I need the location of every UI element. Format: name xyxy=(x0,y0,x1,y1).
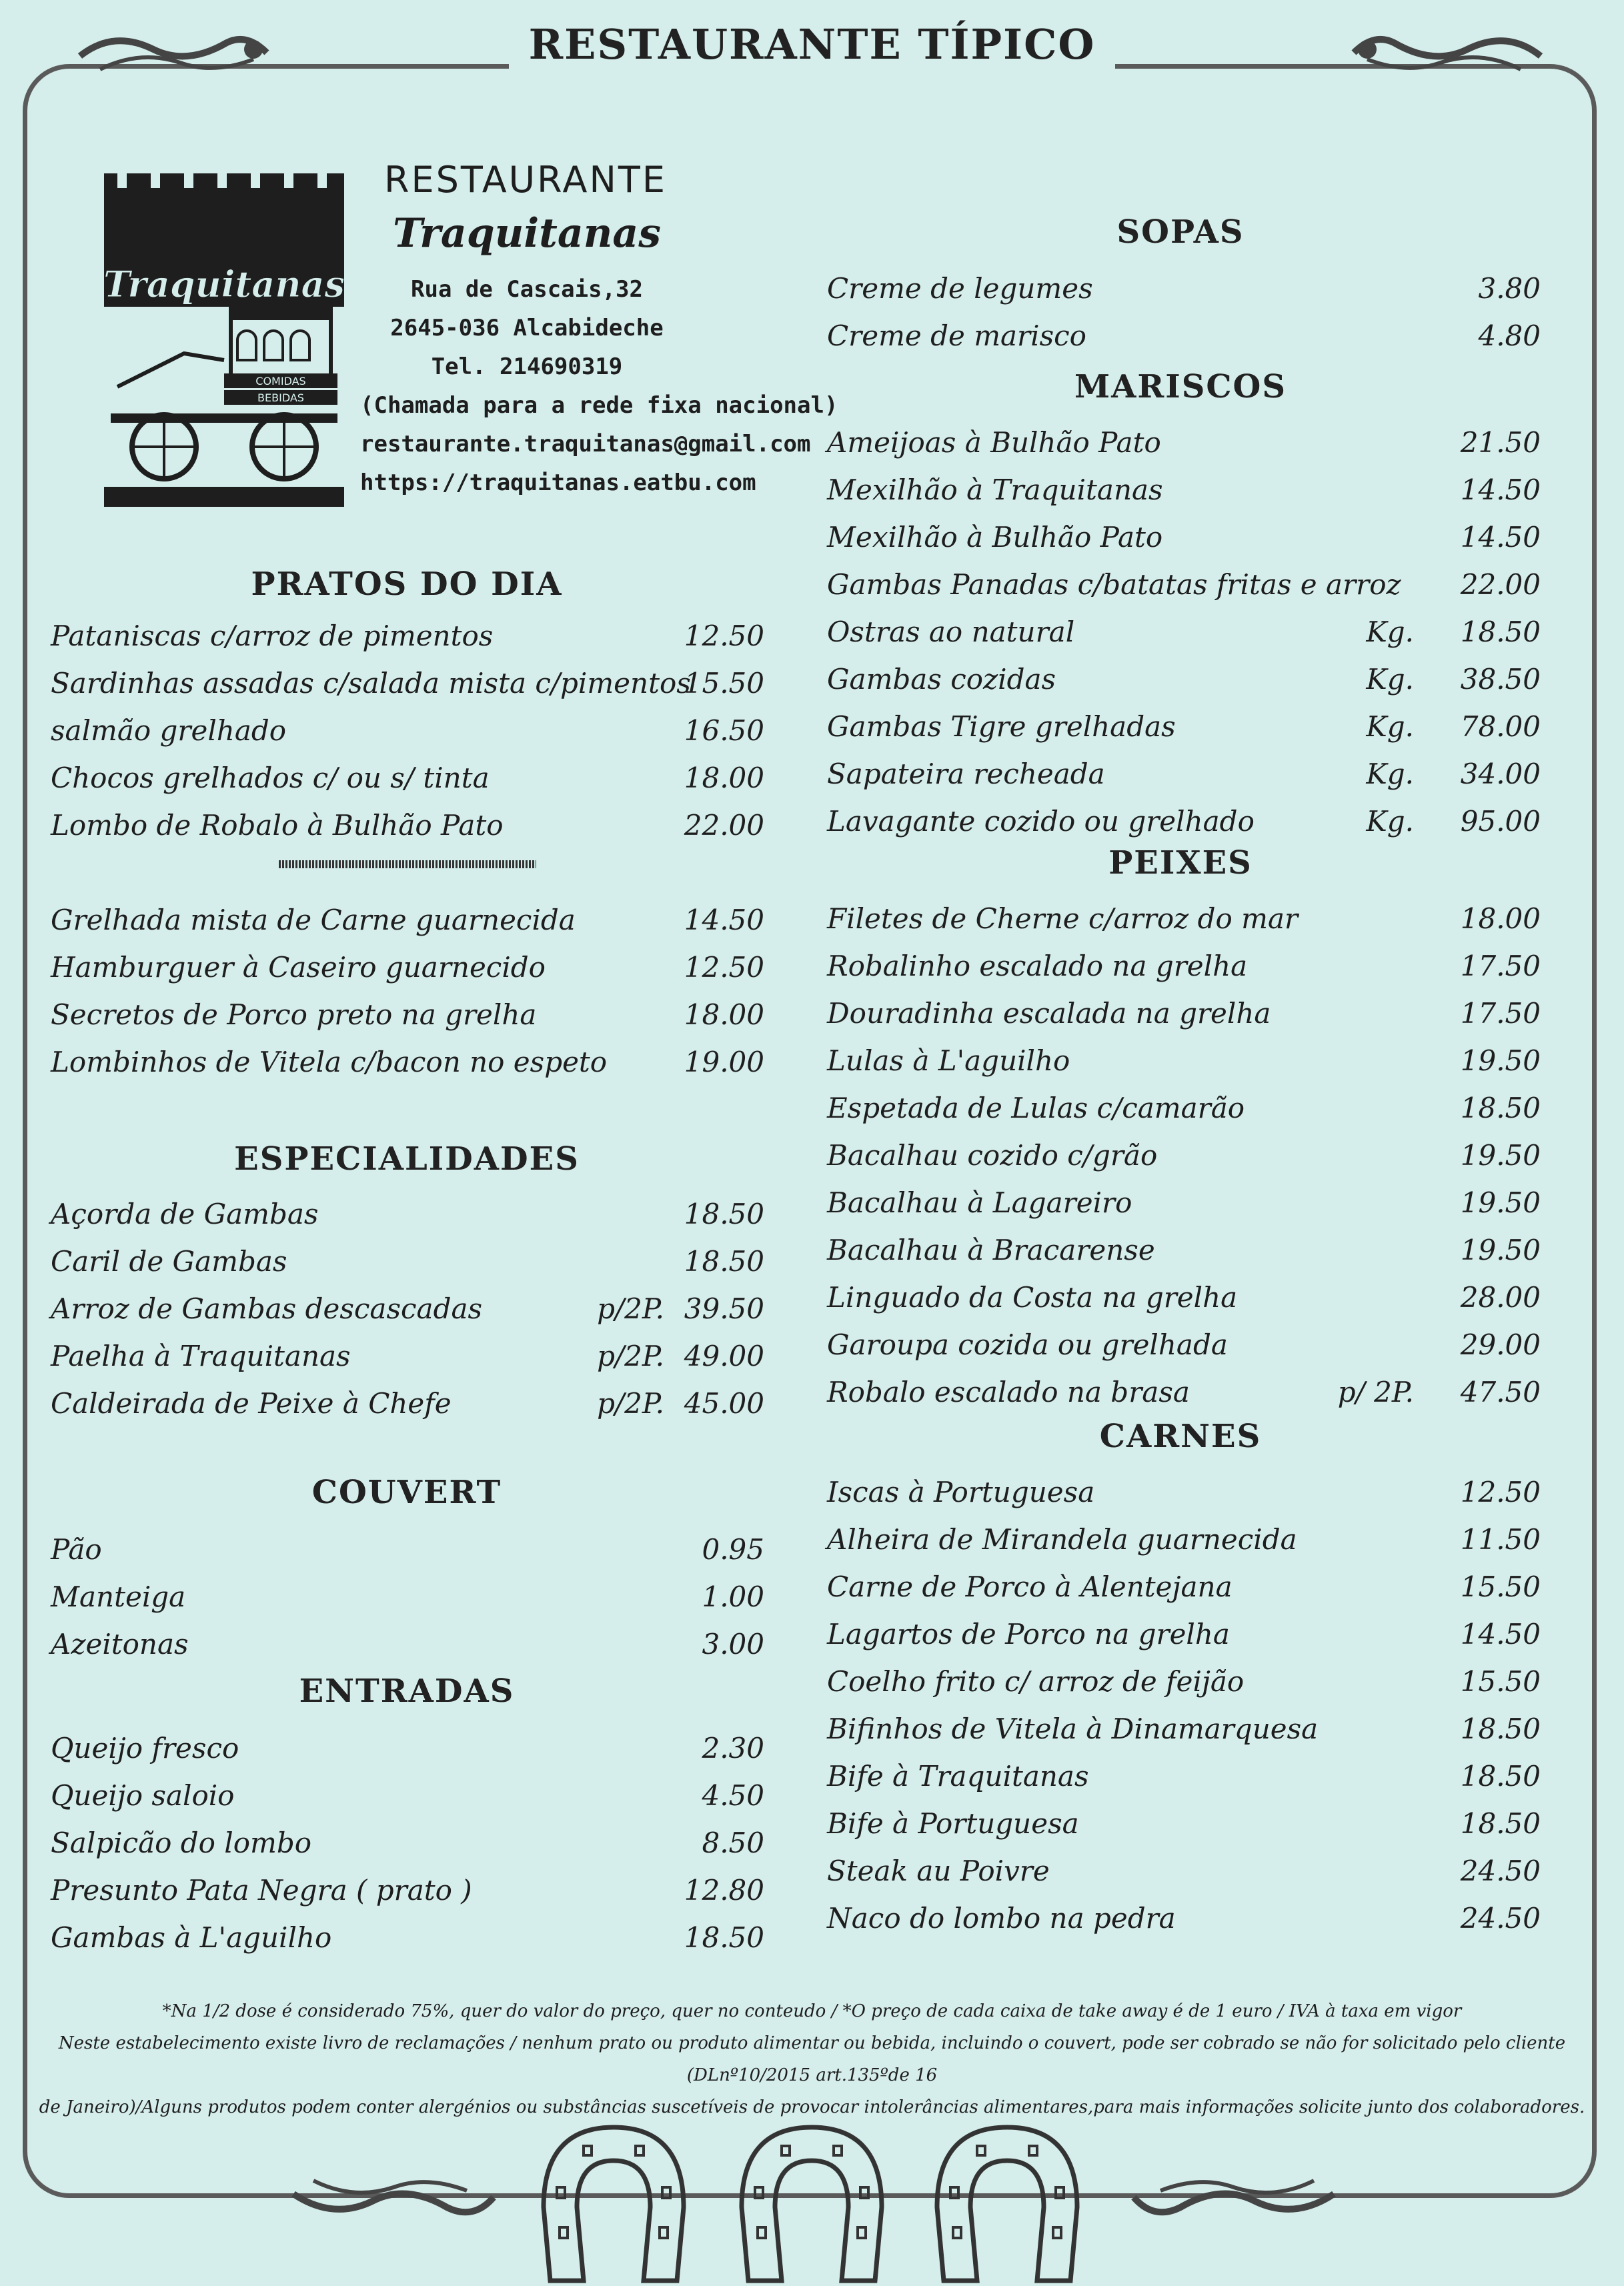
menu-item xyxy=(827,1658,1541,1705)
section-title-pratos-do-dia: PRATOS DO DIA xyxy=(251,565,563,603)
menu-item-name: Douradinha escalada na grelha xyxy=(827,997,1271,1030)
menu-item-unit: Kg. xyxy=(1366,758,1414,790)
section-title-entradas: ENTRADAS xyxy=(299,1672,515,1710)
menu-item-name: Manteiga xyxy=(51,1580,186,1613)
carriage-logo xyxy=(104,173,344,507)
footer-notes xyxy=(27,1995,1597,2123)
menu-item xyxy=(827,1563,1541,1610)
menu-item-price: 18.00 xyxy=(1460,902,1541,935)
menu-item-price: 12.50 xyxy=(1460,1476,1541,1508)
menu-item-name: Azeitonas xyxy=(51,1628,189,1660)
menu-item xyxy=(827,1753,1541,1800)
menu-item xyxy=(51,896,764,944)
menu-item xyxy=(827,1847,1541,1895)
horseshoe-icon xyxy=(924,2114,1090,2286)
menu-item xyxy=(51,612,764,660)
menu-item-price: 4.50 xyxy=(702,1779,764,1812)
menu-item-price: 45.00 xyxy=(684,1387,764,1420)
menu-item-price: 38.50 xyxy=(1460,663,1541,696)
menu-item-name: Presunto Pata Negra ( prato ) xyxy=(51,1874,472,1907)
menu-item-name: Chocos grelhados c/ ou s/ tinta xyxy=(51,762,490,794)
menu-item xyxy=(51,754,764,802)
mariscos-list xyxy=(827,419,1541,845)
menu-item xyxy=(51,991,764,1038)
pratos-do-dia-list-2 xyxy=(51,896,764,1086)
menu-item-price: 14.50 xyxy=(1460,473,1541,506)
menu-item-price: 16.50 xyxy=(684,714,764,747)
phone-number[interactable]: Tel. 214690319 xyxy=(431,353,623,380)
menu-item xyxy=(827,895,1541,942)
menu-item xyxy=(827,1468,1541,1516)
menu-item-price: 2.30 xyxy=(702,1732,764,1765)
menu-item xyxy=(51,1867,764,1914)
menu-item xyxy=(51,802,764,849)
menu-item-name: Lavagante cozido ou grelhado xyxy=(827,805,1255,838)
menu-item xyxy=(827,1179,1541,1226)
menu-item xyxy=(51,1819,764,1867)
menu-item xyxy=(51,1725,764,1772)
menu-item-name: Creme de marisco xyxy=(827,319,1086,352)
menu-item-price: 18.50 xyxy=(684,1245,764,1278)
menu-item-name: Mexilhão à Traquitanas xyxy=(827,473,1163,506)
restaurant-word: RESTAURANTE xyxy=(384,159,667,201)
menu-item-price: 19.00 xyxy=(684,1046,764,1078)
horseshoe-icon xyxy=(530,2114,697,2286)
menu-item-name: salmão grelhado xyxy=(51,714,287,747)
menu-item-name: Caril de Gambas xyxy=(51,1245,287,1278)
menu-item-name: Açorda de Gambas xyxy=(51,1198,319,1230)
menu-item-price: 18.00 xyxy=(684,998,764,1031)
menu-item-price: 18.50 xyxy=(1460,1807,1541,1840)
menu-item xyxy=(51,1238,764,1285)
pratos-do-dia-list xyxy=(51,612,764,849)
menu-item-price: 12.80 xyxy=(684,1874,764,1907)
menu-item-name: Queijo saloio xyxy=(51,1779,235,1812)
menu-item xyxy=(827,798,1541,845)
menu-item-name: Ostras ao natural xyxy=(827,616,1075,648)
menu-item xyxy=(51,1380,764,1427)
menu-item-price: 24.50 xyxy=(1460,1855,1541,1887)
menu-item xyxy=(51,1620,764,1668)
menu-item xyxy=(827,1368,1541,1416)
menu-item-name: Lombo de Robalo à Bulhão Pato xyxy=(51,809,504,842)
menu-item-name: Paelha à Traquitanas xyxy=(51,1340,351,1372)
menu-item-price: 47.50 xyxy=(1460,1376,1541,1408)
menu-item-price: 11.50 xyxy=(1460,1523,1541,1556)
menu-item xyxy=(827,990,1541,1037)
menu-item xyxy=(51,1285,764,1332)
menu-item-name: Robalinho escalado na grelha xyxy=(827,950,1248,982)
menu-item-price: 49.00 xyxy=(684,1340,764,1372)
menu-item-name: Hamburguer à Caseiro guarnecido xyxy=(51,951,546,984)
menu-item-name: Naco do lombo na pedra xyxy=(827,1902,1176,1935)
menu-item-name: Sapateira recheada xyxy=(827,758,1105,790)
menu-item xyxy=(827,561,1541,608)
menu-item-name: Iscas à Portuguesa xyxy=(827,1476,1095,1508)
menu-item-price: 0.95 xyxy=(702,1533,764,1566)
menu-item-name: Secretos de Porco preto na grelha xyxy=(51,998,537,1031)
menu-item-price: 22.00 xyxy=(684,809,764,842)
entradas-list xyxy=(51,1725,764,1961)
menu-item xyxy=(51,1332,764,1380)
menu-item-name: Pataniscas c/arroz de pimentos xyxy=(51,620,494,652)
menu-item-price: 78.00 xyxy=(1460,710,1541,743)
menu-item xyxy=(827,1705,1541,1753)
especialidades-list xyxy=(51,1190,764,1427)
address-line-1: Rua de Cascais,32 xyxy=(411,276,643,303)
menu-item xyxy=(51,1038,764,1086)
brand-name: Traquitanas xyxy=(392,210,661,257)
menu-item-price: 95.00 xyxy=(1460,805,1541,838)
footer-line-1: *Na 1/2 dose é considerado 75%, quer do valor do preço, quer no conteudo / *O preço de cada caixa de take away é de 1 euro / IVA à taxa em vigor xyxy=(162,2001,1462,2021)
menu-item-name: Salpicão do lombo xyxy=(51,1827,312,1859)
svg-text:BEBIDAS: BEBIDAS xyxy=(257,391,304,404)
section-title-mariscos: MARISCOS xyxy=(1074,368,1287,405)
menu-item-price: 15.50 xyxy=(1460,1665,1541,1698)
menu-item-price: 4.80 xyxy=(1478,319,1541,352)
menu-item xyxy=(51,707,764,754)
menu-item-name: Mexilhão à Bulhão Pato xyxy=(827,521,1163,553)
menu-item-name: Caldeirada de Peixe à Chefe xyxy=(51,1387,452,1420)
menu-item-name: Steak au Poivre xyxy=(827,1855,1050,1887)
menu-item xyxy=(827,1274,1541,1321)
menu-item-name: Lulas à L'aguilho xyxy=(827,1044,1070,1077)
contact-block xyxy=(360,159,838,502)
peixes-list xyxy=(827,895,1541,1416)
menu-item-name: Bife à Portuguesa xyxy=(827,1807,1079,1840)
menu-item-name: Arroz de Gambas descascadas xyxy=(51,1292,483,1325)
menu-item-name: Bacalhau à Bracarense xyxy=(827,1234,1155,1266)
menu-item-name: Filetes de Cherne c/arroz do mar xyxy=(827,902,1299,935)
menu-item-name: Pão xyxy=(51,1533,102,1566)
menu-item-price: 12.50 xyxy=(684,951,764,984)
menu-item xyxy=(827,1516,1541,1563)
menu-item-name: Lombinhos de Vitela c/bacon no espeto xyxy=(51,1046,608,1078)
menu-item-unit: p/ 2P. xyxy=(1337,1376,1414,1408)
page-title: RESTAURANTE TÍPICO xyxy=(0,20,1624,69)
section-title-peixes: PEIXES xyxy=(1108,844,1253,882)
menu-item-price: 17.50 xyxy=(1460,950,1541,982)
menu-item-name: Robalo escalado na brasa xyxy=(827,1376,1190,1408)
menu-item-name: Gambas Panadas c/batatas fritas e arroz xyxy=(827,568,1401,601)
menu-item-price: 15.50 xyxy=(684,667,764,700)
menu-item xyxy=(827,1226,1541,1274)
carnes-list xyxy=(827,1468,1541,1942)
menu-item-unit: p/2P. xyxy=(597,1387,664,1420)
svg-text:COMIDAS: COMIDAS xyxy=(255,375,306,387)
menu-item-price: 39.50 xyxy=(684,1292,764,1325)
menu-item xyxy=(827,1800,1541,1847)
menu-item xyxy=(51,660,764,707)
email-link[interactable]: restaurante.traquitanas@gmail.com xyxy=(360,431,811,457)
menu-item-price: 21.50 xyxy=(1460,426,1541,459)
menu-item xyxy=(827,750,1541,798)
menu-item xyxy=(827,1895,1541,1942)
menu-item-name: Garoupa cozida ou grelhada xyxy=(827,1328,1228,1361)
menu-item-price: 14.50 xyxy=(684,904,764,936)
menu-item-price: 12.50 xyxy=(684,620,764,652)
menu-item-price: 24.50 xyxy=(1460,1902,1541,1935)
menu-item-name: Linguado da Costa na grelha xyxy=(827,1281,1238,1314)
menu-item-name: Bifinhos de Vitela à Dinamarquesa xyxy=(827,1712,1319,1745)
sopas-list xyxy=(827,265,1541,359)
menu-item-price: 3.00 xyxy=(702,1628,764,1660)
menu-item-price: 17.50 xyxy=(1460,997,1541,1030)
website-link[interactable]: https://traquitanas.eatbu.com xyxy=(360,469,756,496)
menu-item-price: 18.00 xyxy=(684,762,764,794)
menu-item xyxy=(51,1914,764,1961)
menu-item xyxy=(827,1132,1541,1179)
menu-item-price: 18.50 xyxy=(1460,616,1541,648)
menu-item-price: 1.00 xyxy=(702,1580,764,1613)
menu-item-price: 18.50 xyxy=(684,1198,764,1230)
menu-item-name: Gambas à L'aguilho xyxy=(51,1921,332,1954)
menu-item xyxy=(51,1190,764,1238)
section-title-sopas: SOPAS xyxy=(1116,213,1245,251)
menu-item-name: Bacalhau à Lagareiro xyxy=(827,1186,1132,1219)
menu-item-unit: Kg. xyxy=(1366,616,1414,648)
menu-item-name: Gambas Tigre grelhadas xyxy=(827,710,1176,743)
menu-item xyxy=(827,608,1541,656)
menu-item xyxy=(51,1573,764,1620)
menu-item xyxy=(827,1037,1541,1084)
menu-item-name: Sardinhas assadas c/salada mista c/pimentos xyxy=(51,667,691,700)
menu-item-price: 18.50 xyxy=(1460,1092,1541,1124)
menu-item-unit: p/2P. xyxy=(597,1292,664,1325)
section-title-especialidades: ESPECIALIDADES xyxy=(234,1140,580,1178)
menu-item-unit: p/2P. xyxy=(597,1340,664,1372)
menu-item xyxy=(827,703,1541,750)
menu-item-price: 28.00 xyxy=(1460,1281,1541,1314)
menu-item-name: Alheira de Mirandela guarnecida xyxy=(827,1523,1297,1556)
menu-item-price: 15.50 xyxy=(1460,1570,1541,1603)
logo-sign-text: Traquitanas xyxy=(104,263,344,305)
flourish-top-left-icon xyxy=(73,23,273,83)
menu-item-price: 8.50 xyxy=(702,1827,764,1859)
menu-item-name: Gambas cozidas xyxy=(827,663,1056,696)
menu-item-price: 18.50 xyxy=(684,1921,764,1954)
menu-item-unit: Kg. xyxy=(1366,710,1414,743)
section-title-couvert: COUVERT xyxy=(311,1474,502,1511)
menu-item-price: 19.50 xyxy=(1460,1186,1541,1219)
menu-item xyxy=(51,1526,764,1573)
horseshoe-icon xyxy=(728,2114,895,2286)
menu-item xyxy=(827,1610,1541,1658)
phone-note: (Chamada para a rede fixa nacional) xyxy=(360,392,838,419)
menu-item-name: Queijo fresco xyxy=(51,1732,239,1765)
menu-item-name: Bacalhau cozido c/grão xyxy=(827,1139,1158,1172)
footer-line-3: de Janeiro)/Alguns produtos podem conter alergénios ou substâncias suscetíveis de provocar intolerâncias alimentares,para mais informações solicite junto dos colaboradores. xyxy=(39,2097,1585,2117)
menu-item xyxy=(827,312,1541,359)
menu-item-price: 18.50 xyxy=(1460,1760,1541,1793)
menu-item xyxy=(827,419,1541,466)
menu-item xyxy=(827,942,1541,990)
menu-item xyxy=(827,466,1541,513)
couvert-list xyxy=(51,1526,764,1668)
menu-item xyxy=(827,1321,1541,1368)
flourish-bottom-right-icon xyxy=(1127,2167,1341,2227)
menu-item-unit: Kg. xyxy=(1366,805,1414,838)
menu-item-name: Ameijoas à Bulhão Pato xyxy=(827,426,1161,459)
menu-item-name: Creme de legumes xyxy=(827,272,1093,305)
flourish-bottom-left-icon xyxy=(287,2167,500,2227)
menu-item-name: Carne de Porco à Alentejana xyxy=(827,1570,1233,1603)
menu-item-price: 14.50 xyxy=(1460,521,1541,553)
menu-item-price: 14.50 xyxy=(1460,1618,1541,1650)
menu-item-price: 18.50 xyxy=(1460,1712,1541,1745)
menu-item-name: Bife à Traquitanas xyxy=(827,1760,1089,1793)
menu-item-name: Lagartos de Porco na grelha xyxy=(827,1618,1230,1650)
menu-item xyxy=(827,513,1541,561)
menu-item-price: 19.50 xyxy=(1460,1139,1541,1172)
menu-item xyxy=(51,944,764,991)
section-divider xyxy=(279,860,536,868)
menu-item xyxy=(827,656,1541,703)
menu-item xyxy=(827,1084,1541,1132)
menu-item-price: 3.80 xyxy=(1478,272,1541,305)
menu-item-name: Grelhada mista de Carne guarnecida xyxy=(51,904,576,936)
address-line-2: 2645-036 Alcabideche xyxy=(390,315,664,341)
menu-item-unit: Kg. xyxy=(1366,663,1414,696)
section-title-carnes: CARNES xyxy=(1099,1418,1262,1455)
menu-item-name: Espetada de Lulas c/camarão xyxy=(827,1092,1245,1124)
menu-item xyxy=(827,265,1541,312)
menu-item-price: 22.00 xyxy=(1460,568,1541,601)
menu-item-name: Coelho frito c/ arroz de feijão xyxy=(827,1665,1245,1698)
menu-item-price: 34.00 xyxy=(1460,758,1541,790)
footer-line-2: Neste estabelecimento existe livro de reclamações / nenhum prato ou produto alimentar ou bebida, incluindo o couvert, pode ser cobrado se não for solicitado pelo cliente (DLnº10/2015 art.135ºde 16 xyxy=(58,2033,1566,2085)
flourish-top-right-icon xyxy=(1347,23,1547,83)
menu-item xyxy=(51,1772,764,1819)
menu-item-price: 19.50 xyxy=(1460,1044,1541,1077)
menu-item-price: 19.50 xyxy=(1460,1234,1541,1266)
menu-item-price: 29.00 xyxy=(1460,1328,1541,1361)
